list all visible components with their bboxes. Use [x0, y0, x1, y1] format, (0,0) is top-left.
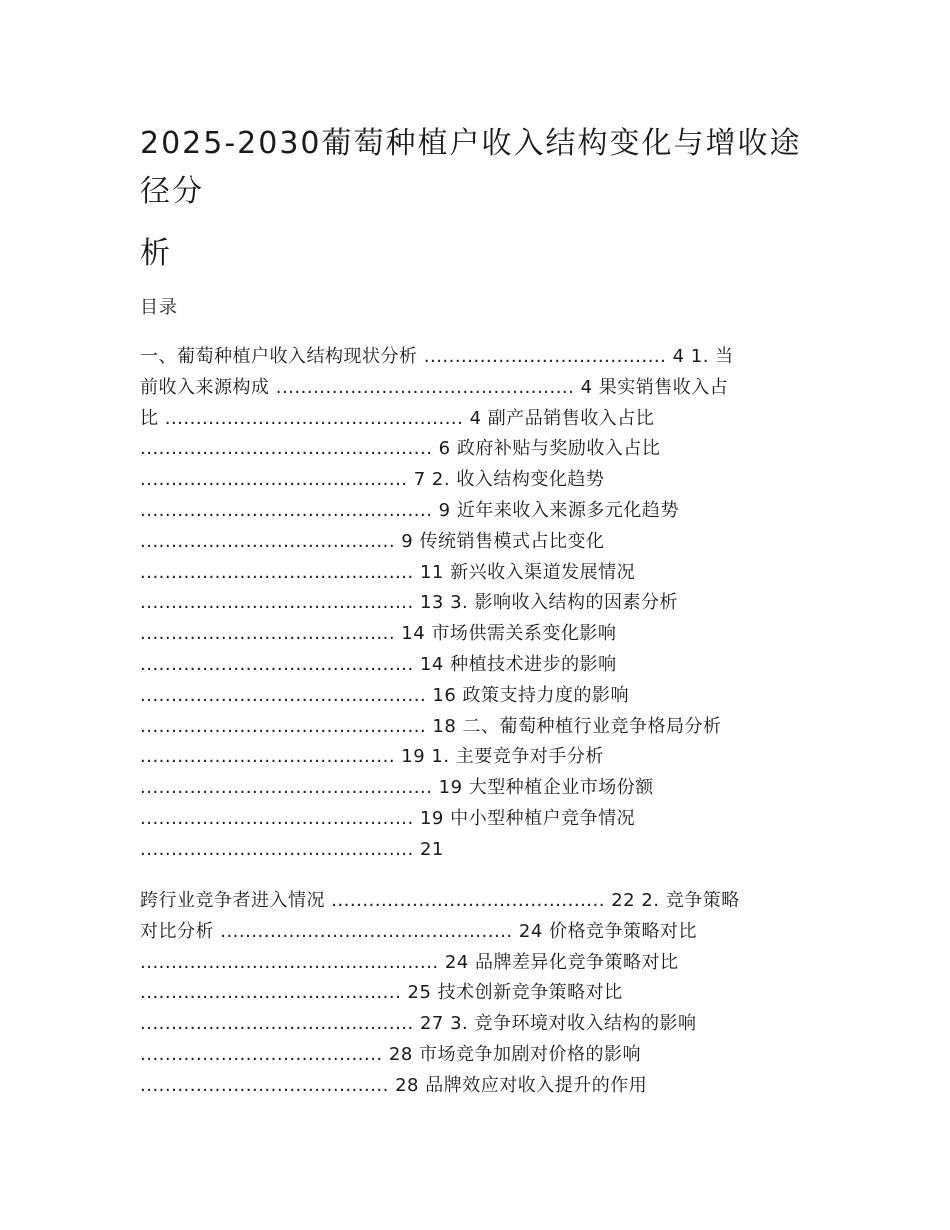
toc-line[interactable]: ............................................ 27 3. 竞争环境对收入结构的影响 [140, 1013, 697, 1035]
toc-line[interactable]: ............................................ 11 新兴收入渠道发展情况 [140, 561, 636, 583]
toc-line[interactable]: 跨行业竞争者进入情况 ............................................ 22 2. 竞争策略 [140, 890, 740, 911]
toc-line[interactable]: 比 ................................................ 4 副产品销售收入占比 [140, 407, 655, 429]
toc-line[interactable]: ....................................... 28 市场竞争加剧对价格的影响 [140, 1043, 641, 1065]
toc-line[interactable]: ................................................ 24 品牌差异化竞争策略对比 [140, 951, 679, 973]
toc-line[interactable]: ......................................... 14 市场供需关系变化影响 [140, 623, 617, 645]
toc-line[interactable]: ............................................ 19 中小型种植户竞争情况 [140, 807, 636, 829]
toc-line[interactable]: ............................................ 13 3. 影响收入结构的因素分析 [140, 592, 678, 614]
document-title: 2025-2030葡萄种植户收入结构变化与增收途径分 [140, 126, 802, 209]
toc-line[interactable]: .......................................... 25 技术创新竞争策略对比 [140, 982, 623, 1004]
toc-line[interactable]: ......................................... 9 传统销售模式占比变化 [140, 530, 605, 552]
toc-paragraph-1 [140, 342, 820, 866]
toc-paragraph-2 [140, 886, 820, 1102]
toc-line[interactable]: ............................................... 19 大型种植企业市场份额 [140, 777, 654, 799]
toc-line[interactable]: 一、葡萄种植户收入结构现状分析 ....................................... 4 1. 当 [140, 346, 734, 367]
toc-line[interactable]: 前收入来源构成 ................................................ 4 果实销售收入占 [140, 376, 729, 398]
toc-line[interactable]: ............................................... 6 政府补贴与奖励收入占比 [140, 438, 661, 460]
toc-line[interactable]: ............................................ 21 [140, 838, 444, 860]
toc-line[interactable]: 对比分析 ............................................... 24 价格竞争策略对比 [140, 920, 697, 942]
toc-heading: 目录 [140, 297, 178, 318]
toc-line[interactable]: .............................................. 18 二、葡萄种植行业竞争格局分析 [140, 715, 722, 737]
toc-line[interactable]: ......................................... 19 1. 主要竞争对手分析 [140, 746, 604, 768]
toc-line[interactable]: ............................................... 9 近年来收入来源多元化趋势 [140, 499, 679, 521]
toc-line[interactable]: .............................................. 16 政策支持力度的影响 [140, 684, 630, 706]
document-title-continuation: 析 [140, 236, 170, 271]
toc-line[interactable]: ........................................... 7 2. 收入结构变化趋势 [140, 469, 605, 491]
toc-line[interactable]: ............................................ 14 种植技术进步的影响 [140, 653, 617, 675]
toc-line[interactable]: ........................................ 28 品牌效应对收入提升的作用 [140, 1074, 648, 1096]
